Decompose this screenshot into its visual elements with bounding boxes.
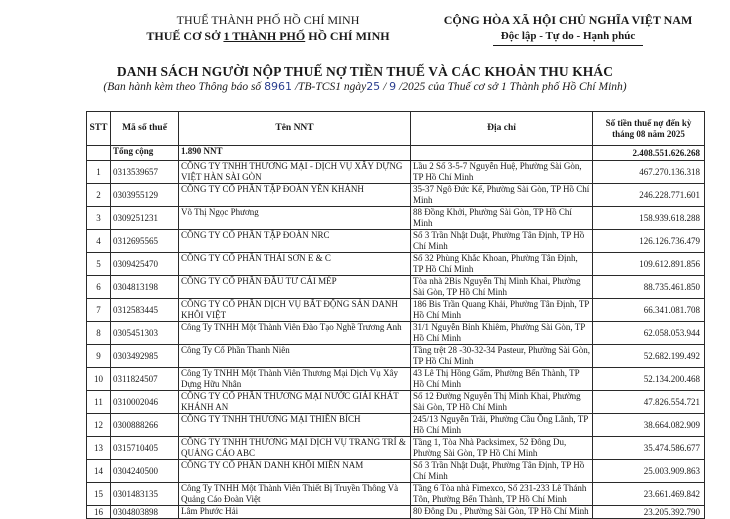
table-row [87,322,705,345]
row-stt: 15 [87,483,111,506]
row-taxpayer-name: CÔNG TY CỔ PHẦN TẬP ĐOÀN NRC [179,230,411,253]
row-address: Tầng trệt 28 -30-32-34 Pasteur, Phường Sài Gòn, TP Hồ Chí Minh [411,345,593,368]
row-address: Tầng 6 Tòa nhà Fimexco, Số 231-233 Lê Thánh Tôn, Phường Bến Thành, TP Hồ Chí Minh [411,483,593,506]
table-row [87,207,705,230]
row-debt-amount: 52.682.199.492 [593,345,705,368]
row-stt: 12 [87,414,111,437]
table-row [87,437,705,460]
row-tax-code: 0309251231 [111,207,179,230]
row-address: Số 3 Trần Nhật Duật, Phường Tân Định, TP Hồ Chí Minh [411,230,593,253]
row-tax-code: 0303492985 [111,345,179,368]
row-debt-amount: 158.939.618.288 [593,207,705,230]
row-taxpayer-name: Công Ty Cổ Phần Thanh Niên [179,345,411,368]
row-taxpayer-name: CÔNG TY CỔ PHẦN THÁI SƠN E & C [179,253,411,276]
row-stt: 9 [87,345,111,368]
row-address: Lầu 2 Số 3-5-7 Nguyễn Huệ, Phường Sài Gòn, TP Hồ Chí Minh [411,161,593,184]
row-taxpayer-name: CÔNG TY CỔ PHẦN THƯƠNG MẠI NƯỚC GIẢI KHÁT KHÁNH AN [179,391,411,414]
row-tax-code: 0310002046 [111,391,179,414]
table-row [87,414,705,437]
row-stt: 3 [87,207,111,230]
header-taxpayer-name: Tên NNT [179,112,411,146]
row-taxpayer-name: Công Ty TNHH Một Thành Viên Thiết Bị Truyền Thông Và Quảng Cáo Đoàn Việt [179,483,411,506]
table-row [87,391,705,414]
row-tax-code: 0303955129 [111,184,179,207]
row-address: Tòa nhà 2Bis Nguyễn Thị Minh Khai, Phường Sài Gòn, TP Hồ Chí Minh [411,276,593,299]
table-header-row [87,112,705,146]
table-row [87,184,705,207]
header-debt-amount: Số tiền thuế nợ đến kỳ tháng 08 năm 2025 [593,112,705,146]
total-amount: 2.408.551.626.268 [593,146,705,161]
row-address: 245/13 Nguyễn Trãi, Phường Cầu Ông Lãnh, TP Hồ Chí Minh [411,414,593,437]
subtitle-part1: (Ban hành kèm theo Thông báo số [103,81,265,93]
row-debt-amount: 38.664.082.909 [593,414,705,437]
total-address [411,146,593,161]
row-stt: 10 [87,368,111,391]
row-stt: 4 [87,230,111,253]
row-taxpayer-name: Võ Thị Ngọc Phương [179,207,411,230]
row-stt: 16 [87,506,111,519]
total-count: 1.890 NNT [179,146,411,161]
row-stt: 2 [87,184,111,207]
row-tax-code: 0315710405 [111,437,179,460]
row-tax-code: 0304240500 [111,460,179,483]
row-stt: 1 [87,161,111,184]
row-address: 88 Đồng Khởi, Phường Sài Gòn, TP Hồ Chí Minh [411,207,593,230]
row-tax-code: 0304813198 [111,276,179,299]
row-debt-amount: 47.826.554.721 [593,391,705,414]
row-taxpayer-name: CÔNG TY CỔ PHẦN ĐẦU TƯ CÁI MÉP [179,276,411,299]
notice-month: 9 [389,80,397,93]
row-address: Số 3 Trần Nhật Duật, Phường Tân Định, TP Hồ Chí Minh [411,460,593,483]
national-title: CỘNG HÒA XÃ HỘI CHỦ NGHĨA VIỆT NAM [443,13,693,27]
subtitle-part3: / [380,81,390,93]
row-tax-code: 0313539657 [111,161,179,184]
issuer-parent: THUẾ THÀNH PHỐ HỒ CHÍ MINH [176,13,360,27]
row-address: 35-37 Ngô Đức Kế, Phường Sài Gòn, TP Hồ Chí Minh [411,184,593,207]
table-row [87,483,705,506]
row-stt: 7 [87,299,111,322]
total-label: Tổng cộng [111,146,179,161]
row-address: Số 12 Đường Nguyễn Thị Minh Khai, Phường Sài Gòn, TP Hồ Chí Minh [411,391,593,414]
row-debt-amount: 109.612.891.856 [593,253,705,276]
row-debt-amount: 62.058.053.944 [593,322,705,345]
row-address: 186 Bis Trần Quang Khải, Phường Tân Định, TP Hồ Chí Minh [411,299,593,322]
issuer-header [118,12,418,44]
row-address: 43 Lê Thị Hồng Gấm, Phường Bến Thành, TP Hồ Chí Minh [411,368,593,391]
row-taxpayer-name: Lâm Phước Hải [179,506,411,519]
row-tax-code: 0312695565 [111,230,179,253]
row-debt-amount: 23.661.469.842 [593,483,705,506]
row-stt: 13 [87,437,111,460]
row-tax-code: 0300888266 [111,414,179,437]
national-motto: Độc lập - Tự do - Hạnh phúc [500,30,636,42]
row-tax-code: 0301483135 [111,483,179,506]
row-stt: 14 [87,460,111,483]
national-header [418,12,718,46]
header-address: Địa chỉ [411,112,593,146]
row-debt-amount: 88.735.461.850 [593,276,705,299]
table-row [87,253,705,276]
row-tax-code: 0312583445 [111,299,179,322]
row-debt-amount: 467.270.136.318 [593,161,705,184]
row-stt: 8 [87,322,111,345]
issuer-name-pre: THUẾ CƠ SỞ [146,29,224,43]
document-subtitle [0,80,730,93]
document-title: DANH SÁCH NGƯỜI NỘP THUẾ NỢ TIỀN THUẾ VÀ CÁC KHOẢN THU KHÁC [116,64,614,79]
debtor-table [86,111,705,519]
row-debt-amount: 126.126.736.479 [593,230,705,253]
row-taxpayer-name: CÔNG TY CỔ PHẦN TẬP ĐOÀN YÊN KHÁNH [179,184,411,207]
subtitle-part4: /2025 của Thuế cơ sở 1 Thành phố Hồ Chí Minh) [396,81,627,93]
row-address: 80 Đông Du , Phường Sài Gòn, TP Hồ Chí Minh [411,506,593,519]
issuer-name-underlined: 1 THÀNH PHỐ [223,29,306,43]
row-debt-amount: 52.134.200.468 [593,368,705,391]
motto-underline [493,45,643,46]
row-taxpayer-name: CÔNG TY CỔ PHẦN DỊCH VỤ BẤT ĐỘNG SẢN DANH KHÔI VIỆT [179,299,411,322]
header-tax-code: Mã số thuế [111,112,179,146]
table-row [87,161,705,184]
row-stt: 5 [87,253,111,276]
header-stt: STT [87,112,111,146]
table-row [87,345,705,368]
table-row [87,368,705,391]
row-debt-amount: 246.228.771.601 [593,184,705,207]
table-row [87,276,705,299]
row-tax-code: 0309425470 [111,253,179,276]
row-debt-amount: 23.205.392.790 [593,506,705,519]
subtitle-part2: /TB-TCS1 ngày [292,81,367,93]
total-row [87,146,705,161]
issuer-name [118,28,418,44]
row-address: Tầng 1, Tòa Nhà Packsimex, 52 Đông Du, Phường Sài Gòn, TP Hồ Chí Minh [411,437,593,460]
row-tax-code: 0305451303 [111,322,179,345]
issuer-name-post: HỒ CHÍ MINH [305,29,390,43]
notice-number: 8961 [264,80,293,93]
row-debt-amount: 66.341.081.708 [593,299,705,322]
row-taxpayer-name: CÔNG TY TNHH THƯƠNG MẠI - DỊCH VỤ XÂY DỰNG VIỆT HÀN SÀI GÒN [179,161,411,184]
row-debt-amount: 25.003.909.863 [593,460,705,483]
row-taxpayer-name: CÔNG TY CỔ PHẦN DANH KHÔI MIỀN NAM [179,460,411,483]
row-taxpayer-name: Công Ty TNHH Một Thành Viên Đào Tạo Nghề Trương Anh [179,322,411,345]
table-row [87,299,705,322]
row-debt-amount: 35.474.586.677 [593,437,705,460]
row-tax-code: 0311824507 [111,368,179,391]
row-stt: 6 [87,276,111,299]
row-stt: 11 [87,391,111,414]
row-tax-code: 0304803898 [111,506,179,519]
row-taxpayer-name: CÔNG TY TNHH THƯƠNG MẠI DỊCH VỤ TRANG TRÍ & QUẢNG CÁO ABC [179,437,411,460]
table-row [87,506,705,519]
row-taxpayer-name: CÔNG TY TNHH THƯƠNG MẠI THIÊN BÍCH [179,414,411,437]
notice-day: 25 [366,80,381,93]
total-stt [87,146,111,161]
table-row [87,230,705,253]
row-taxpayer-name: Công Ty TNHH Một Thành Viên Thương Mại Dịch Vụ Xây Dựng Hữu Nhân [179,368,411,391]
table-row [87,460,705,483]
row-address: Số 32 Phùng Khắc Khoan, Phường Tân Định, TP Hồ Chí Minh [411,253,593,276]
row-address: 31/1 Nguyễn Bỉnh Khiêm, Phường Sài Gòn, TP Hồ Chí Minh [411,322,593,345]
